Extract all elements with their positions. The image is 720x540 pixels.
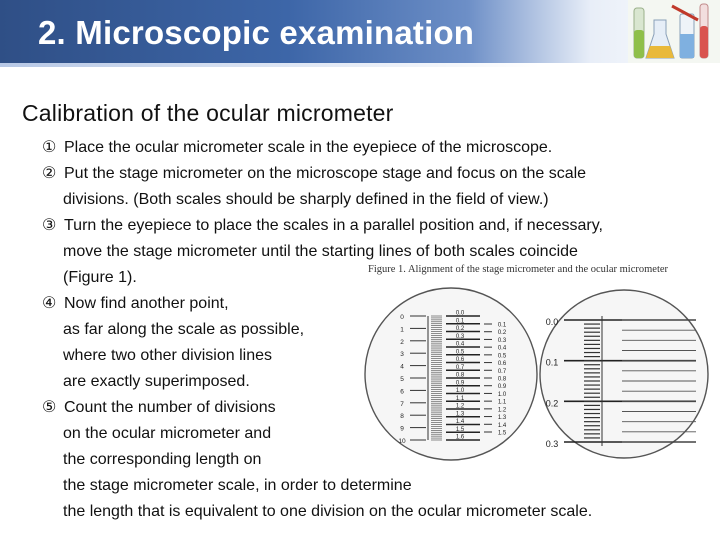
stage-right-tick-label: 0.1 <box>497 322 507 329</box>
ocular-tick-label: 0 <box>400 314 404 321</box>
step-3-line-2: move the stage micrometer until the starting lines of both scales coincide <box>63 243 578 260</box>
stage-right-tick-label: 0.7 <box>497 368 507 375</box>
right-field-of-view <box>540 290 708 458</box>
step-1-line-1: Place the ocular micrometer scale in the eyepiece of the microscope. <box>64 139 553 156</box>
step-3-line-3: (Figure 1). <box>63 269 137 286</box>
ocular-tick-label: 7 <box>400 400 404 408</box>
magnified-scale-label: 0.1 <box>545 357 559 368</box>
stage-tick-label: 0.8 <box>455 372 465 379</box>
step-3-line-1: Turn the eyepiece to place the scales in a parallel position and, if necessary, <box>64 217 603 234</box>
stage-right-tick-label: 1.0 <box>497 391 507 398</box>
stage-right-tick-label: 0.6 <box>497 361 507 368</box>
step-4 <box>42 291 229 317</box>
step-5-line-1: Count the number of divisions <box>64 399 276 416</box>
stage-tick-label: 1.2 <box>455 403 465 410</box>
ocular-tick-label: 4 <box>400 363 404 371</box>
stage-right-tick-label: 0.2 <box>497 330 507 337</box>
step-4-line-4: are exactly superimposed. <box>63 373 250 390</box>
stage-tick-label: 1.0 <box>455 388 465 394</box>
stage-right-tick-label: 0.5 <box>497 353 507 360</box>
stage-tick-label: 0.1 <box>455 318 465 325</box>
ocular-tick-label: 3 <box>400 351 404 359</box>
lab-glassware-icon <box>628 0 720 63</box>
magnified-scale-label: 0.3 <box>545 439 559 449</box>
step-1-number: ① <box>42 139 57 156</box>
stage-tick-label: 0.0 <box>455 310 465 317</box>
ocular-tick-label: 6 <box>400 388 404 396</box>
stage-tick-label: 0.6 <box>455 357 465 363</box>
stage-right-tick-label: 1.5 <box>497 430 507 437</box>
step-2 <box>42 161 586 187</box>
step-3-number: ③ <box>42 217 57 234</box>
step-2-number: ② <box>42 165 57 182</box>
magnified-scale-label: 0.0 <box>545 317 559 327</box>
ocular-tick-label: 2 <box>400 338 404 346</box>
step-1 <box>42 135 552 161</box>
step-4-line-1: Now find another point, <box>64 295 229 312</box>
micrometer-figure <box>356 286 712 464</box>
stage-tick-label: 1.6 <box>455 434 465 441</box>
page-title: 2. Microscopic examination <box>38 14 475 51</box>
ocular-tick-label: 1 <box>400 326 404 334</box>
stage-right-tick-label: 0.4 <box>497 345 507 352</box>
step-4-number: ④ <box>42 295 57 312</box>
step-4-line-2: as far along the scale as possible, <box>63 321 305 338</box>
stage-tick-label: 1.3 <box>455 411 465 418</box>
step-5-line-5: the length that is equivalent to one division on the ocular micrometer scale. <box>63 503 593 520</box>
ocular-tick-label: 8 <box>400 413 404 421</box>
stage-right-tick-label: 1.4 <box>497 422 507 429</box>
stage-tick-label: 0.9 <box>455 380 465 387</box>
stage-tick-label: 0.2 <box>455 326 465 332</box>
stage-tick-label: 0.7 <box>455 364 465 371</box>
step-5-line-2: on the ocular micrometer and <box>63 425 272 442</box>
ocular-tick-label: 10 <box>398 438 406 445</box>
left-field-of-view <box>365 288 537 460</box>
ocular-tick-label: 9 <box>400 425 404 433</box>
stage-right-tick-label: 0.8 <box>497 376 507 383</box>
stage-right-tick-label: 1.2 <box>497 407 507 414</box>
section-subtitle: Calibration of the ocular micrometer <box>22 100 394 126</box>
stage-tick-label: 0.5 <box>455 349 465 356</box>
figure-caption: Figure 1. Alignment of the stage micrometer and the ocular micrometer <box>368 264 669 275</box>
stage-tick-label: 1.4 <box>455 419 465 425</box>
step-5-number: ⑤ <box>42 399 57 416</box>
stage-tick-label: 1.1 <box>455 395 465 402</box>
magnified-scale-label: 0.2 <box>545 398 559 409</box>
step-5-line-4: the stage micrometer scale, in order to determine <box>63 477 412 494</box>
ocular-tick-label: 5 <box>400 376 404 383</box>
step-3 <box>42 213 603 239</box>
step-5-line-3: the corresponding length on <box>63 451 262 468</box>
stage-right-tick-label: 0.9 <box>497 384 507 391</box>
stage-right-tick-label: 1.3 <box>497 415 507 422</box>
step-2-line-2: divisions. (Both scales should be sharply defined in the field of view.) <box>63 191 549 208</box>
stage-tick-label: 1.5 <box>455 426 465 433</box>
stage-right-tick-label: 0.3 <box>497 337 507 344</box>
step-4-line-3: where two other division lines <box>63 347 272 364</box>
step-2-line-1: Put the stage micrometer on the microscope stage and focus on the scale <box>64 165 587 182</box>
stage-tick-label: 0.4 <box>455 341 465 348</box>
title-bar <box>0 0 720 63</box>
stage-right-tick-label: 1.1 <box>497 399 507 406</box>
step-5 <box>42 395 276 421</box>
stage-tick-label: 0.3 <box>455 333 465 340</box>
